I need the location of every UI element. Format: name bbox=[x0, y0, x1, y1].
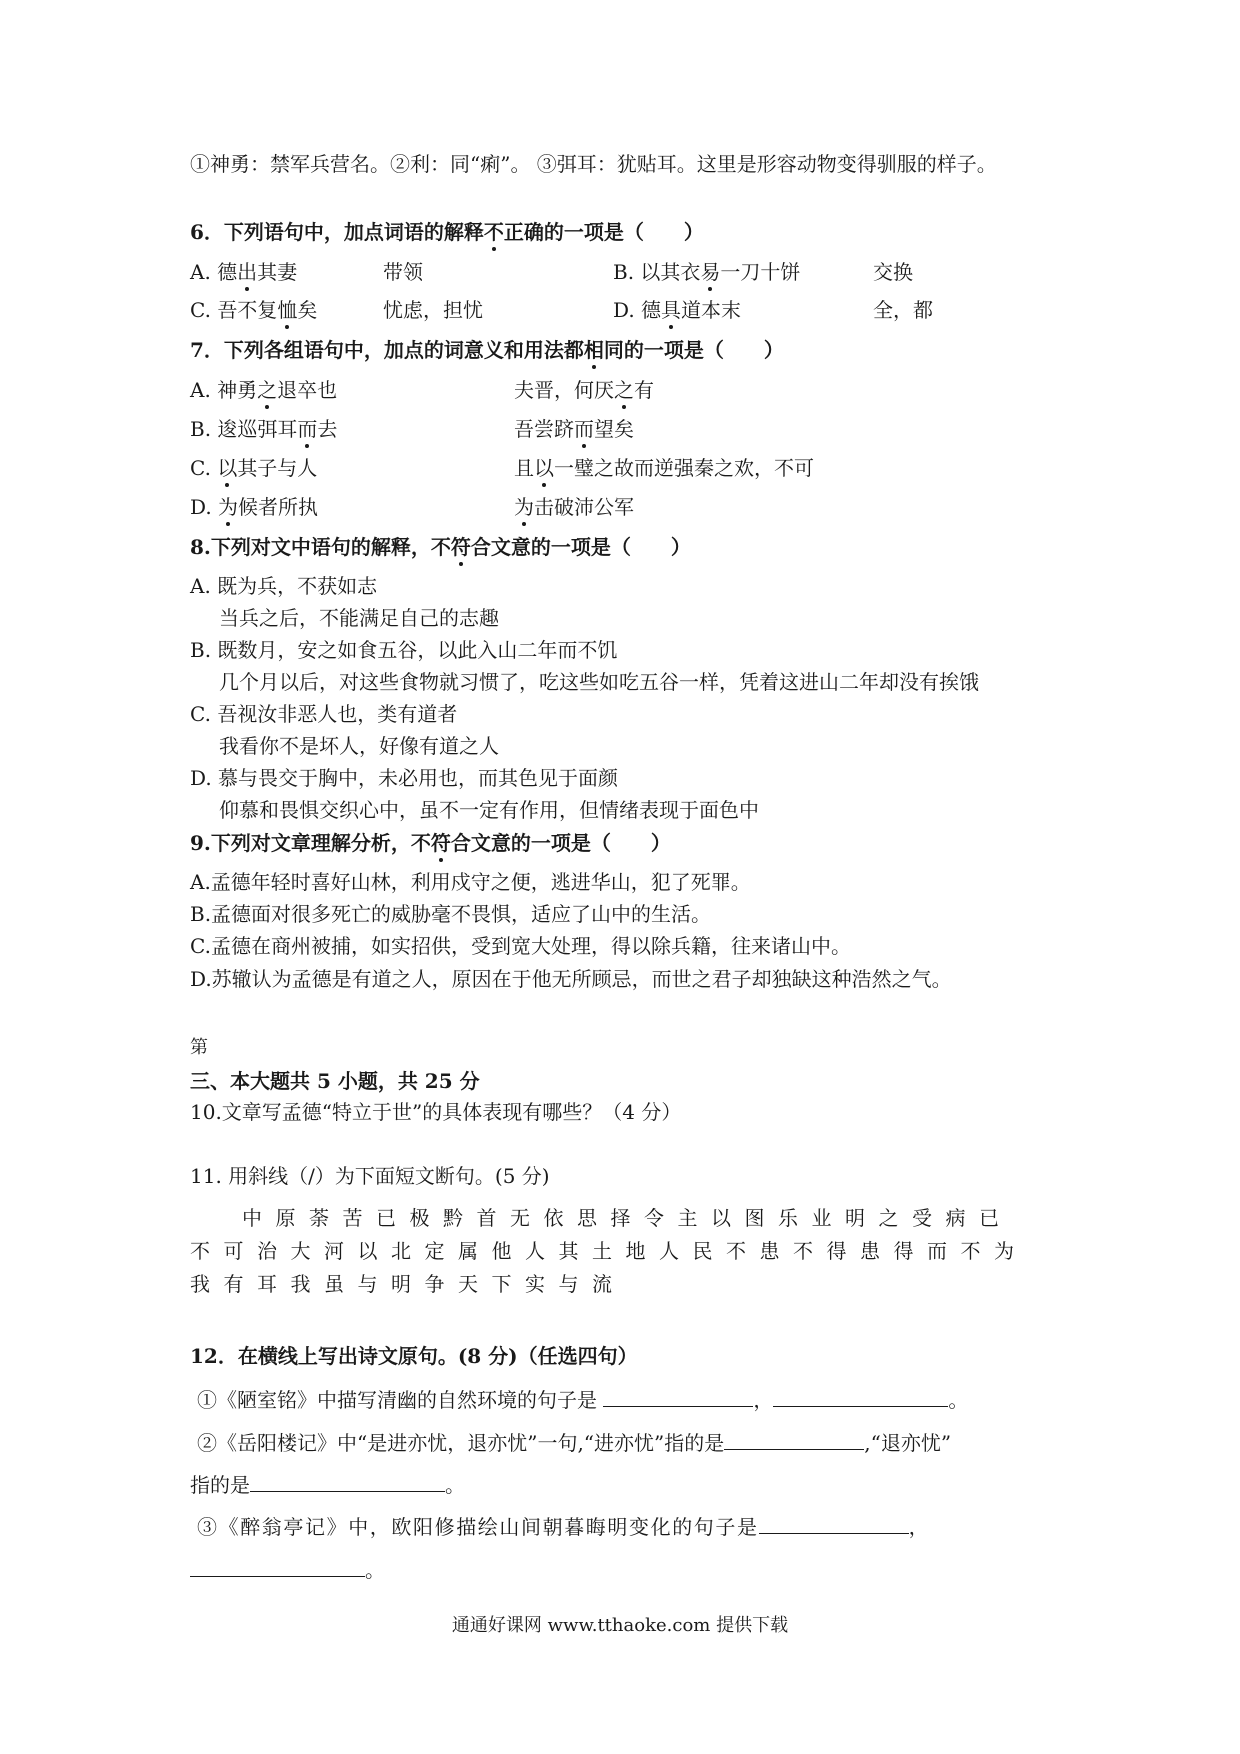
q7-option-a-right: 夫晋，何厌之有 bbox=[514, 378, 654, 402]
q8-emphasis: 不符合 bbox=[430, 535, 491, 559]
q9-option-b: B.孟德面对很多死亡的威胁毫不畏惧，适应了山中的生活。 bbox=[190, 902, 712, 926]
q10-stem: 10.文章写孟德“特立于世”的具体表现有哪些？（4 分） bbox=[190, 1100, 682, 1124]
q8-option-a: A. 既为兵，不获如志 bbox=[190, 574, 378, 598]
q7-emphasis: 相 bbox=[583, 338, 604, 362]
q7-option-c-left: C. 以其子与人 bbox=[190, 456, 318, 480]
q6-option-d: D. 德具道本末 bbox=[613, 298, 742, 322]
q8-option-b-translation: 几个月以后，对这些食物就习惯了，吃这些如吃五谷一样，凭着这进山二年却没有挨饿 bbox=[219, 670, 979, 694]
section-3-heading: 三、本大题共 5 小题，共 25 分 bbox=[190, 1069, 480, 1093]
stray-character: 第 bbox=[190, 1037, 208, 1058]
footer-credit: 通通好课网 www.tthaoke.com 提供下载 bbox=[451, 1615, 789, 1636]
q8-option-c: C. 吾视汝非恶人也，类有道者 bbox=[190, 702, 458, 726]
q6-stem: 6．下列语句中，加点词语的解释不正确的一项是（ ） bbox=[190, 220, 704, 244]
q12-item-3: ③《醉翁亭记》中，欧阳修描绘山间朝暮晦明变化的句子是 ， bbox=[197, 1515, 931, 1539]
q7-stem: 7．下列各组语句中，加点的词意义和用法都相同的一项是（ ） bbox=[190, 338, 784, 362]
q8-option-d-translation: 仰慕和畏惧交织心中，虽不一定有作用，但情绪表现于面色中 bbox=[219, 798, 759, 822]
q12-stem: 12．在横线上写出诗文原句。(8 分)（任选四句） bbox=[190, 1344, 638, 1368]
q8-option-a-translation: 当兵之后，不能满足自己的志趣 bbox=[219, 606, 499, 630]
q6-option-d-gloss: 全，都 bbox=[873, 298, 933, 322]
q7-option-c-right: 且以一璧之故而逆强秦之欢，不可 bbox=[514, 456, 814, 480]
q6-option-a: A. 德出其妻 bbox=[190, 260, 298, 284]
q12-item-2-continued: 指的是 。 bbox=[190, 1473, 465, 1497]
q9-option-c: C.孟德在商州被捕，如实招供，受到宽大处理，得以除兵籍，往来诸山中。 bbox=[190, 934, 851, 958]
q11-stem: 11. 用斜线（/）为下面短文断句。(5 分) bbox=[190, 1164, 550, 1188]
q12-item-2: ②《岳阳楼记》中“是进亦忧，退亦忧”一句,“进亦忧”指的是 ,“退亦忧” bbox=[197, 1431, 952, 1455]
q6-option-c-gloss: 忧虑，担忧 bbox=[383, 298, 483, 322]
q6-option-a-gloss: 带领 bbox=[383, 260, 423, 284]
q12-item-3-continued: 。 bbox=[190, 1557, 385, 1583]
q12-item-1: ①《陋室铭》中描写清幽的自然环境的句子是 ， 。 bbox=[197, 1388, 969, 1412]
answer-blank[interactable] bbox=[724, 1431, 864, 1450]
q8-option-c-translation: 我看你不是坏人，好像有道之人 bbox=[219, 734, 499, 758]
q6-option-c: C. 吾不复恤矣 bbox=[190, 298, 318, 322]
q8-option-b: B. 既数月，安之如食五谷，以此入山二年而不饥 bbox=[190, 638, 618, 662]
q7-option-a-left: A. 神勇之退卒也 bbox=[190, 378, 338, 402]
q11-passage-line-3: 我有耳我虽与明争天下实与流 bbox=[190, 1272, 626, 1296]
q7-option-d-right: 为击破沛公军 bbox=[514, 495, 634, 519]
q9-emphasis: 不符合 bbox=[410, 831, 471, 855]
q11-passage-line-2: 不可治大河以北定属他人其土地人民不患不得患得而不为 bbox=[190, 1239, 1028, 1263]
q8-stem: 8.下列对文中语句的解释，不符合文意的一项是（ ） bbox=[190, 535, 691, 559]
q8-option-d: D. 慕与畏交于胸中，未必用也，而其色见于面颜 bbox=[190, 766, 619, 790]
q9-stem: 9.下列对文章理解分析，不符合文意的一项是（ ） bbox=[190, 831, 671, 855]
annotation-notes: ①神勇：禁军兵营名。②利：同“痢”。 ③弭耳：犹贴耳。这里是形容动物变得驯服的样子。 bbox=[190, 152, 997, 176]
q6-emphasis: 不 bbox=[483, 220, 504, 244]
q9-option-d: D.苏辙认为孟德是有道之人，原因在于他无所顾忌，而世之君子却独缺这种浩然之气。 bbox=[190, 967, 952, 991]
q6-option-b-gloss: 交换 bbox=[873, 260, 913, 284]
q9-option-a: A.孟德年轻时喜好山林，利用戍守之便，逃进华山，犯了死罪。 bbox=[190, 870, 751, 894]
q7-option-b-right: 吾尝跻而望矣 bbox=[514, 417, 634, 441]
q7-option-b-left: B. 逡巡弭耳而去 bbox=[190, 417, 338, 441]
answer-blank[interactable] bbox=[190, 1558, 365, 1577]
answer-blank[interactable] bbox=[759, 1515, 909, 1534]
answer-blank[interactable] bbox=[250, 1473, 445, 1492]
answer-blank[interactable] bbox=[603, 1388, 753, 1407]
answer-blank[interactable] bbox=[773, 1388, 948, 1407]
q7-option-d-left: D. 为候者所执 bbox=[190, 495, 319, 519]
q6-option-b: B. 以其衣易一刀十饼 bbox=[613, 260, 801, 284]
q11-passage-line-1: 中原荼苦已极黔首无依思择令主以图乐业明之受病已 bbox=[242, 1206, 1013, 1230]
